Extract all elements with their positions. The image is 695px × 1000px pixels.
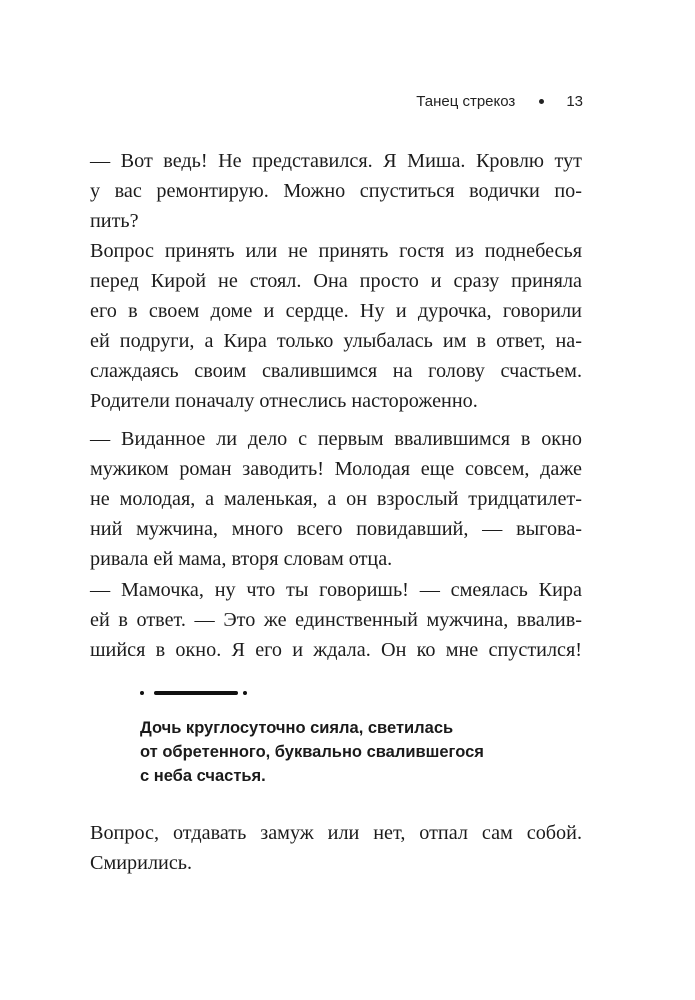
page-number: 13 <box>566 93 583 110</box>
text-line: Вопрос, отдавать замуж или нет, отпал сам собой. <box>90 822 582 844</box>
quote-line: от обретенного, буквально свалившегося <box>140 743 484 761</box>
quote-divider <box>140 690 250 696</box>
text-line: Вопрос принять или не принять гостя из поднебесья <box>90 240 582 262</box>
quote-line: Дочь круглосуточно сияла, светилась <box>140 719 454 737</box>
paragraph-2 <box>90 236 582 416</box>
text-line: не молодая, а маленькая, а он взрослый тридцатилет- <box>90 488 582 510</box>
text-line: ей в ответ. — Это же единственный мужчина, ввалив- <box>90 609 582 631</box>
text-line: — Виданное ли дело с первым ввалившимся в окно <box>90 428 582 450</box>
text-line: ей подруги, а Кира только улыбалась им в ответ, на- <box>90 330 582 352</box>
quote-line: с неба счастья. <box>140 767 266 785</box>
header-separator-dot <box>539 99 544 104</box>
running-header <box>416 93 583 110</box>
text-line: — Вот ведь! Не представился. Я Миша. Кровлю тут <box>90 150 582 172</box>
pull-quote-text <box>140 716 540 788</box>
text-line: слаждаясь своим свалившимся на голову счастьем. <box>90 360 582 382</box>
pull-quote <box>140 690 540 788</box>
divider-dot-icon <box>140 691 144 695</box>
paragraph-1 <box>90 146 582 236</box>
divider-dot-icon <box>243 691 247 695</box>
text-line: пить? <box>90 210 139 232</box>
text-line: Родители поначалу отнеслись настороженно. <box>90 390 478 412</box>
text-line: ний мужчина, много всего повидавший, — выгова- <box>90 518 582 540</box>
paragraph-3 <box>90 424 582 574</box>
text-line: перед Кирой не стоял. Она просто и сразу приняла <box>90 270 582 292</box>
book-title: Танец стрекоз <box>416 93 516 110</box>
text-line: Смирились. <box>90 852 193 874</box>
text-line: — Мамочка, ну что ты говоришь! — смеялась Кира <box>90 579 582 601</box>
text-line: у вас ремонтирую. Можно спуститься водички по- <box>90 180 582 202</box>
paragraph-4 <box>90 575 582 665</box>
text-line: ривала ей мама, вторя словам отца. <box>90 548 393 570</box>
paragraph-final <box>90 818 582 878</box>
text-line: мужиком роман заводить! Молодая еще совсем, даже <box>90 458 582 480</box>
divider-bar <box>154 691 238 695</box>
text-line: его в своем доме и сердце. Ну и дурочка, говорили <box>90 300 582 322</box>
text-line: шийся в окно. Я его и ждала. Он ко мне спустился! <box>90 639 582 661</box>
